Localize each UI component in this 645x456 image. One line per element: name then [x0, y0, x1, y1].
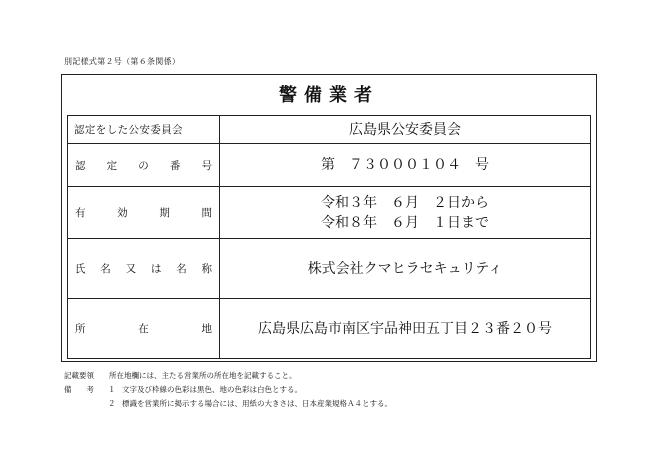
remark-1-text: 文字及び枠線の色彩は黒色、地の色彩は白色とする。 — [122, 385, 302, 394]
period-label: 有 効 期 間 — [75, 207, 212, 219]
row-address — [68, 299, 591, 359]
row-name — [68, 239, 591, 299]
details-table — [67, 115, 591, 359]
form-number-label: 別記様式第２号（第６条関係） — [64, 57, 181, 66]
sign-title: 警備業者 — [279, 85, 379, 106]
number-label: 認 定 の 番 号 — [75, 159, 212, 172]
note-heading-text: 所在地欄には、主たる営業所の所在地を記載すること。 — [109, 371, 297, 380]
sign-frame — [61, 74, 597, 362]
row-authority — [68, 116, 591, 144]
authority-value: 広島県公安委員会 — [220, 116, 591, 144]
row-number — [68, 144, 591, 187]
address-value: 広島県広島市南区宇品神田五丁目２３番２０号 — [220, 299, 591, 359]
remark-2-text: 標識を営業所に掲示する場合には、用紙の大きさは、日本産業規格Ａ４とする。 — [122, 399, 392, 408]
remark-1-number: １ — [108, 385, 116, 394]
remark-2-number: ２ — [108, 399, 116, 408]
period-to: 令和８年 ６月 １日まで — [321, 214, 489, 231]
number-value: 第 ７３０００１０４ 号 — [220, 144, 591, 187]
row-period — [68, 187, 591, 239]
remarks-label: 備 考 — [64, 385, 94, 394]
name-value: 株式会社クマヒラセキュリティ — [220, 239, 591, 299]
address-label: 所 在 地 — [75, 323, 212, 335]
period-from: 令和３年 ６月 ２日から — [321, 194, 489, 211]
note-heading: 記載要領 — [64, 371, 94, 380]
authority-label: 認定をした公安委員会 — [74, 124, 183, 136]
period-value — [220, 187, 591, 239]
name-label: 氏 名 又 は 名 称 — [75, 263, 212, 275]
